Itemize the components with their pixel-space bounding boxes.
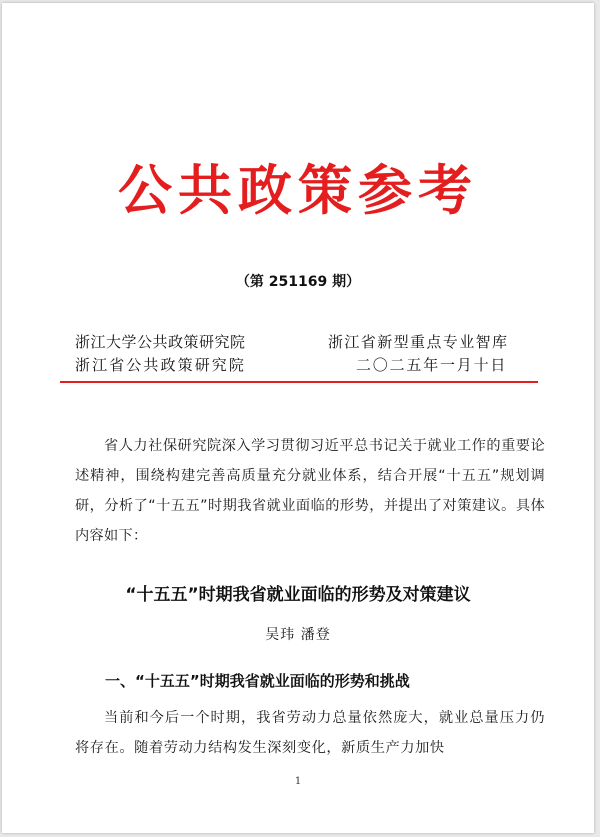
- publisher-left-line1: 浙江大学公共政策研究院: [75, 333, 246, 351]
- article-title: “十五五”时期我省就业面临的形势及对策建议: [125, 585, 471, 605]
- section-body-paragraph: 当前和今后一个时期，我省劳动力总量依然庞大，就业总量压力仍将存在。随着劳动力结构发生深刻变化，新质生产力加快: [75, 710, 545, 756]
- red-divider-line: [60, 381, 538, 383]
- publication-date: 二〇二五年一月十日: [356, 356, 508, 374]
- section-heading: 一、“十五五”时期我省就业面临的形势和挑战: [105, 672, 410, 690]
- page-number: 1: [294, 776, 302, 787]
- document-page: [2, 3, 594, 833]
- issue-number: （第 251169 期）: [235, 274, 361, 290]
- publisher-right-line1: 浙江省新型重点专业智库: [328, 333, 509, 351]
- article-authors: 吴玮 潘登: [265, 627, 331, 643]
- masthead-title: 公共政策参考: [118, 158, 478, 222]
- intro-paragraph: 省人力社保研究院深入学习贯彻习近平总书记关于就业工作的重要论述精神，围绕构建完善高质量充分就业体系，结合开展“十五五”规划调研，分析了“十五五”时期我省就业面临的形势，并提出了对策建议。具体内容如下：: [75, 438, 545, 544]
- publisher-left-line2: 浙江省公共政策研究院: [75, 356, 247, 374]
